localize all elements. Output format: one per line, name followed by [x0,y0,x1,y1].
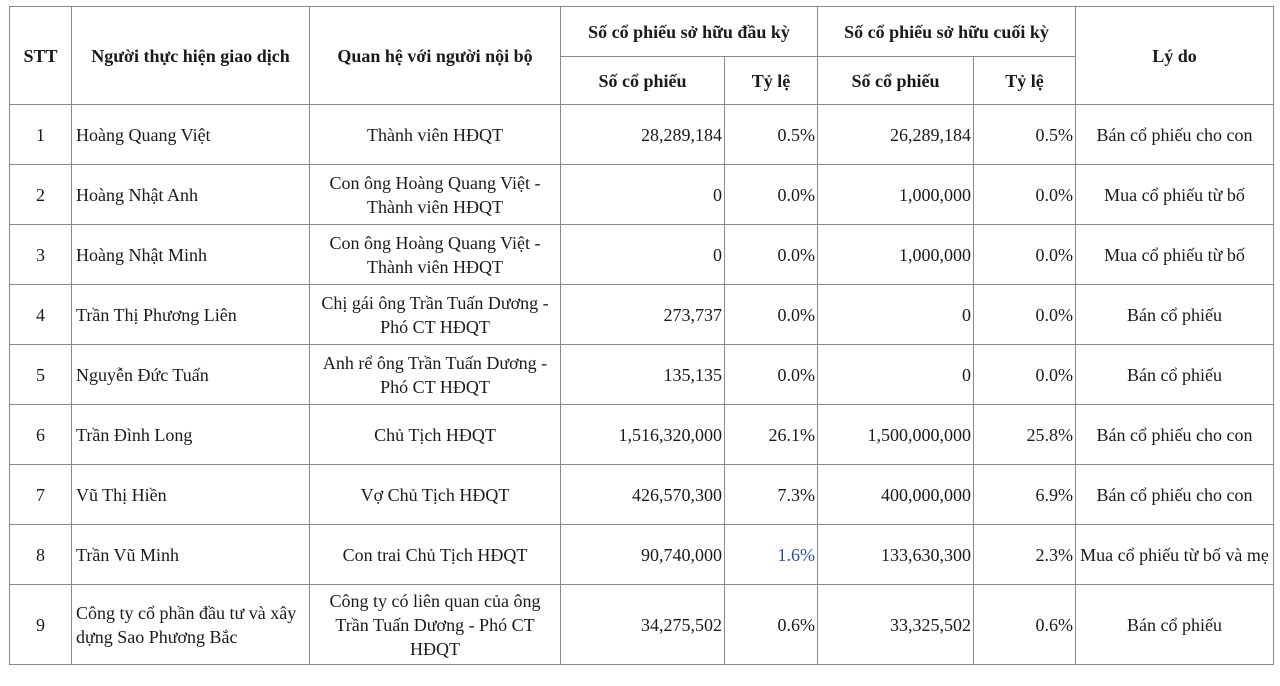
cell-end-shares: 1,500,000,000 [818,405,974,465]
header-begin-shares: Số cổ phiếu [561,57,725,105]
cell-stt: 1 [10,105,72,165]
cell-name: Trần Vũ Minh [72,525,310,585]
cell-name: Trần Đình Long [72,405,310,465]
cell-reason: Bán cổ phiếu cho con [1076,105,1274,165]
cell-end-shares: 26,289,184 [818,105,974,165]
header-person: Người thực hiện giao dịch [72,7,310,105]
cell-end-pct: 0.6% [974,585,1076,665]
cell-end-pct: 0.0% [974,165,1076,225]
cell-reason: Mua cổ phiếu từ bố [1076,225,1274,285]
table-row [10,465,1274,525]
cell-reason: Mua cổ phiếu từ bố [1076,165,1274,225]
cell-begin-pct: 0.0% [725,285,818,345]
cell-name: Hoàng Nhật Minh [72,225,310,285]
table-header [10,7,1274,105]
cell-end-pct: 6.9% [974,465,1076,525]
cell-relation: Chị gái ông Trần Tuấn Dương - Phó CT HĐQT [310,285,561,345]
cell-begin-shares: 273,737 [561,285,725,345]
cell-reason: Bán cổ phiếu cho con [1076,405,1274,465]
cell-end-shares: 133,630,300 [818,525,974,585]
cell-begin-pct: 0.6% [725,585,818,665]
cell-end-pct: 0.5% [974,105,1076,165]
cell-end-shares: 0 [818,345,974,405]
header-end-shares: Số cổ phiếu [818,57,974,105]
header-stt: STT [10,7,72,105]
cell-stt: 7 [10,465,72,525]
table-row [10,105,1274,165]
cell-name: Vũ Thị Hiền [72,465,310,525]
cell-reason: Bán cổ phiếu cho con [1076,465,1274,525]
cell-stt: 5 [10,345,72,405]
table-body [10,105,1274,665]
cell-begin-pct: 26.1% [725,405,818,465]
cell-begin-pct: 0.0% [725,345,818,405]
cell-stt: 3 [10,225,72,285]
table-row [10,285,1274,345]
table-row [10,225,1274,285]
cell-begin-pct: 0.0% [725,165,818,225]
cell-end-shares: 0 [818,285,974,345]
header-end-ratio: Tỷ lệ [974,57,1076,105]
cell-begin-shares: 0 [561,225,725,285]
cell-stt: 6 [10,405,72,465]
cell-begin-pct: 7.3% [725,465,818,525]
cell-relation: Thành viên HĐQT [310,105,561,165]
cell-begin-shares: 28,289,184 [561,105,725,165]
table-row [10,405,1274,465]
cell-relation: Vợ Chủ Tịch HĐQT [310,465,561,525]
cell-stt: 9 [10,585,72,665]
cell-end-pct: 0.0% [974,225,1076,285]
table-row [10,165,1274,225]
cell-begin-shares: 1,516,320,000 [561,405,725,465]
cell-end-shares: 400,000,000 [818,465,974,525]
cell-reason: Bán cổ phiếu [1076,345,1274,405]
header-begin-ratio: Tỷ lệ [725,57,818,105]
header-reason: Lý do [1076,7,1274,105]
insider-transactions-table [9,6,1274,665]
cell-relation: Chủ Tịch HĐQT [310,405,561,465]
cell-relation: Con ông Hoàng Quang Việt - Thành viên HĐQT [310,225,561,285]
cell-end-pct: 25.8% [974,405,1076,465]
cell-begin-shares: 34,275,502 [561,585,725,665]
table-row [10,525,1274,585]
cell-relation: Con ông Hoàng Quang Việt - Thành viên HĐQT [310,165,561,225]
cell-stt: 2 [10,165,72,225]
cell-reason: Bán cổ phiếu [1076,585,1274,665]
header-relation: Quan hệ với người nội bộ [310,7,561,105]
table-row [10,345,1274,405]
cell-begin-shares: 135,135 [561,345,725,405]
cell-end-shares: 1,000,000 [818,225,974,285]
cell-name: Hoàng Nhật Anh [72,165,310,225]
cell-begin-shares: 90,740,000 [561,525,725,585]
cell-end-shares: 1,000,000 [818,165,974,225]
table-row [10,585,1274,665]
cell-relation: Công ty có liên quan của ông Trần Tuấn Dương - Phó CT HĐQT [310,585,561,665]
cell-name: Công ty cổ phần đầu tư và xây dựng Sao Phương Bắc [72,585,310,665]
cell-begin-shares: 0 [561,165,725,225]
cell-name: Hoàng Quang Việt [72,105,310,165]
cell-relation: Con trai Chủ Tịch HĐQT [310,525,561,585]
cell-begin-pct: 1.6% [725,525,818,585]
header-begin-group: Số cổ phiếu sở hữu đầu kỳ [561,7,818,57]
cell-begin-pct: 0.5% [725,105,818,165]
cell-stt: 8 [10,525,72,585]
cell-end-pct: 0.0% [974,285,1076,345]
cell-end-pct: 2.3% [974,525,1076,585]
cell-reason: Bán cổ phiếu [1076,285,1274,345]
header-end-group: Số cổ phiếu sở hữu cuối kỳ [818,7,1076,57]
cell-begin-shares: 426,570,300 [561,465,725,525]
cell-name: Nguyễn Đức Tuấn [72,345,310,405]
cell-end-shares: 33,325,502 [818,585,974,665]
cell-relation: Anh rể ông Trần Tuấn Dương - Phó CT HĐQT [310,345,561,405]
cell-reason: Mua cổ phiếu từ bố và mẹ [1076,525,1274,585]
cell-stt: 4 [10,285,72,345]
cell-begin-pct: 0.0% [725,225,818,285]
cell-name: Trần Thị Phương Liên [72,285,310,345]
cell-end-pct: 0.0% [974,345,1076,405]
